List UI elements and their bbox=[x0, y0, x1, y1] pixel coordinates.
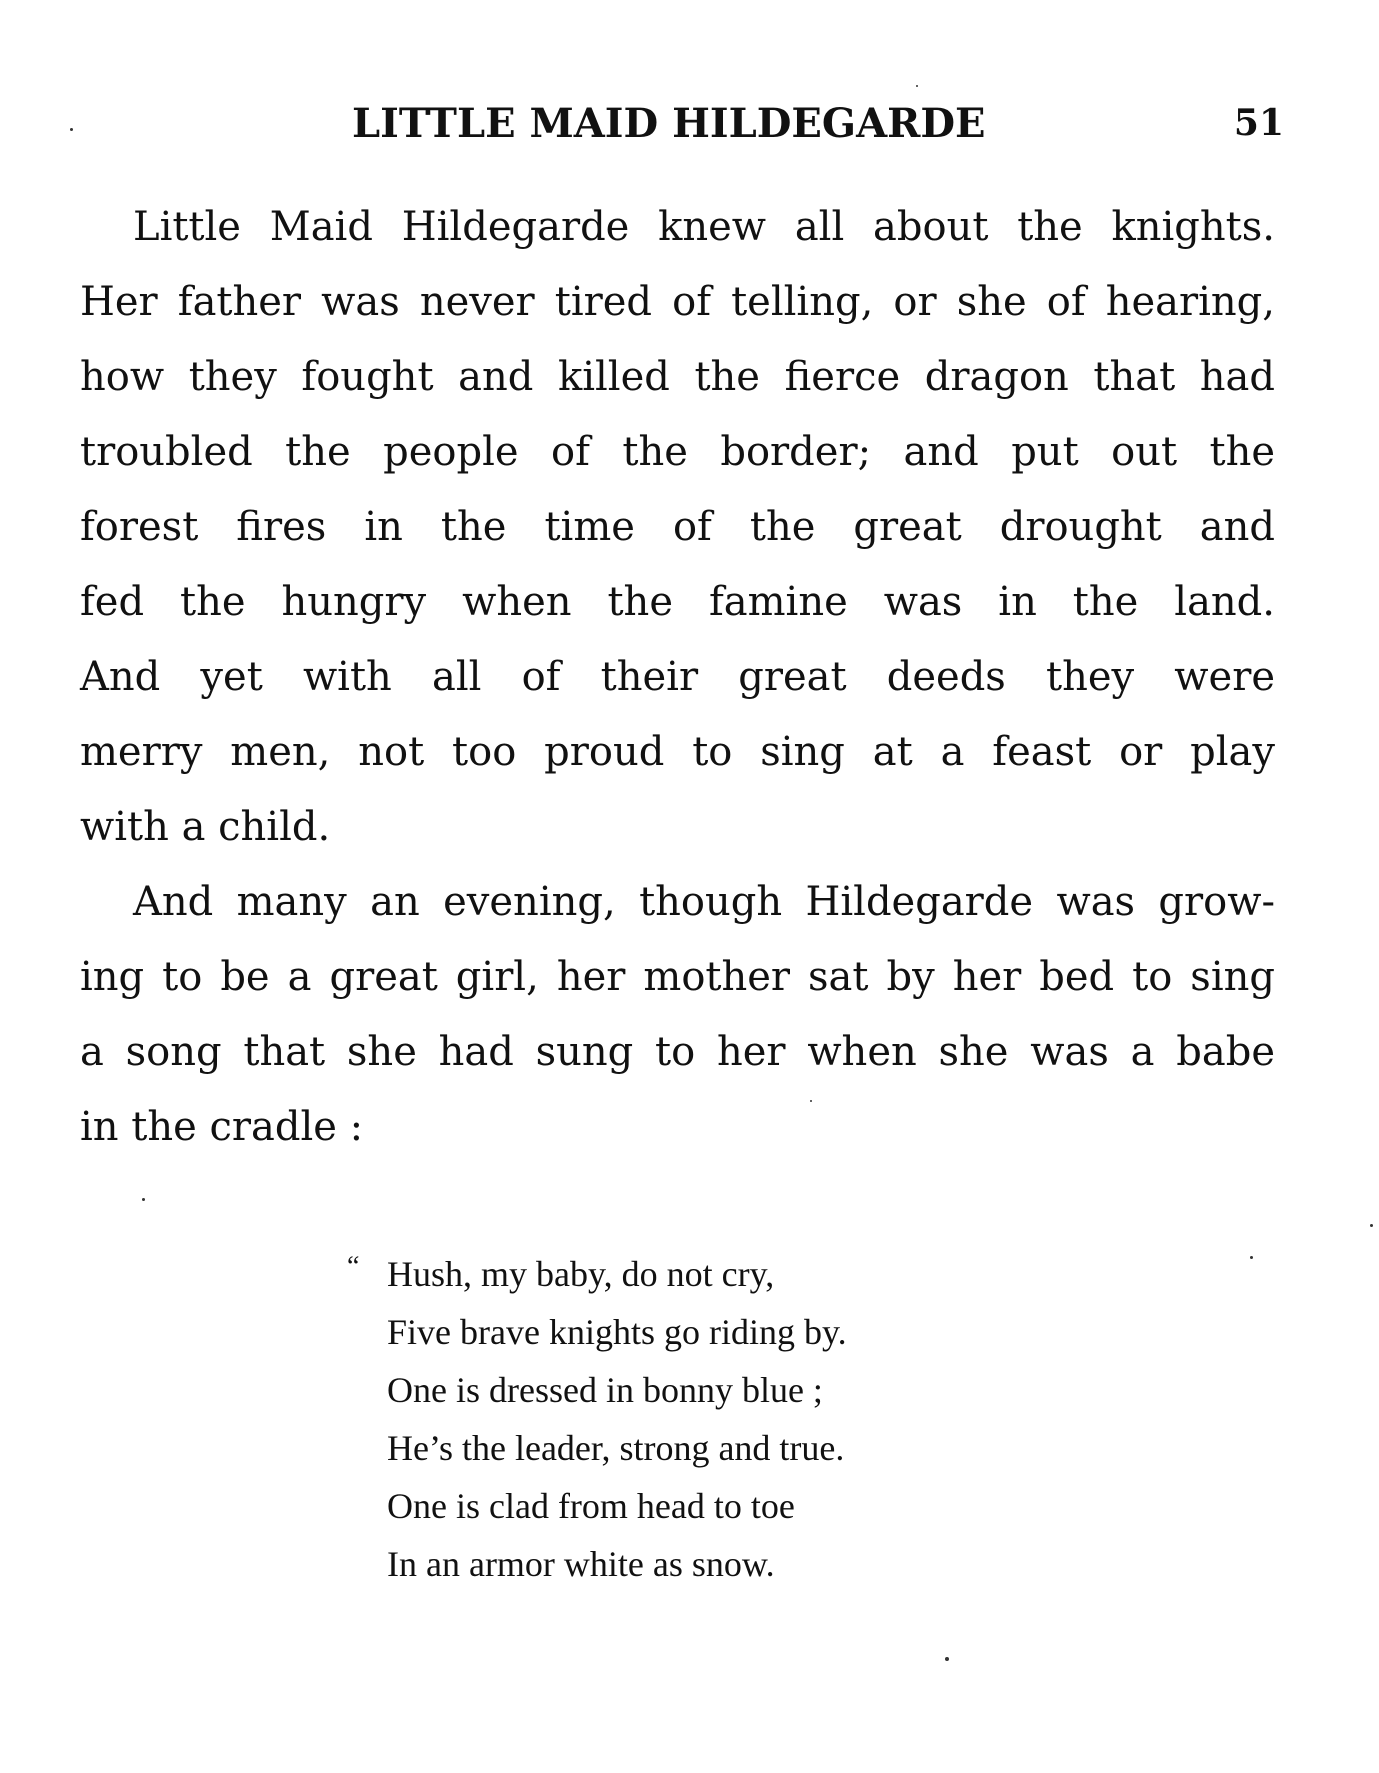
text-line: a song that she had sung to her when she was a babe bbox=[80, 1029, 1275, 1075]
text-line: with a child. bbox=[80, 804, 331, 850]
paragraph bbox=[80, 865, 1275, 1165]
poem-line: In an armor white as snow. bbox=[387, 1544, 775, 1584]
poem-line: Five brave knights go riding by. bbox=[387, 1312, 847, 1352]
running-head bbox=[82, 100, 1282, 160]
open-quote: “ bbox=[347, 1251, 360, 1282]
text-line: troubled the people of the border; and put out the bbox=[80, 429, 1275, 475]
poem bbox=[347, 1245, 847, 1593]
scan-speck bbox=[70, 128, 73, 131]
poem-line: One is clad from head to toe bbox=[387, 1486, 795, 1526]
poem-line-text: Hush, my baby, do not cry, bbox=[387, 1254, 775, 1294]
text-line: And yet with all of their great deeds they were bbox=[80, 654, 1275, 700]
text-line: ing to be a great girl, her mother sat by her bed to sing bbox=[80, 954, 1275, 1000]
text-line: Little Maid Hildegarde knew all about the knights. bbox=[133, 204, 1275, 250]
text-line: how they fought and killed the fierce dragon that had bbox=[80, 354, 1275, 400]
paragraph bbox=[80, 190, 1275, 865]
text-line: in the cradle : bbox=[80, 1104, 364, 1150]
body-text bbox=[80, 190, 1275, 1165]
text-line: Her father was never tired of telling, or she of hearing, bbox=[80, 279, 1275, 325]
text-line: fed the hungry when the famine was in the land. bbox=[80, 579, 1275, 625]
scan-speck bbox=[810, 1100, 812, 1102]
scan-speck bbox=[945, 1657, 949, 1661]
scan-speck bbox=[1250, 1256, 1253, 1259]
poem-line bbox=[347, 1245, 847, 1303]
poem-line: One is dressed in bonny blue ; bbox=[387, 1370, 823, 1410]
text-line: And many an evening, though Hildegarde was grow- bbox=[133, 879, 1275, 925]
text-line: forest fires in the time of the great drought and bbox=[80, 504, 1275, 550]
scan-speck bbox=[142, 1198, 145, 1201]
page-number: 51 bbox=[1233, 102, 1284, 144]
scan-speck bbox=[1370, 1224, 1373, 1227]
poem-line: He’s the leader, strong and true. bbox=[387, 1428, 845, 1468]
scan-speck bbox=[916, 85, 918, 87]
running-title: LITTLE MAID HILDEGARDE bbox=[352, 100, 986, 147]
text-line: merry men, not too proud to sing at a feast or play bbox=[80, 729, 1275, 775]
